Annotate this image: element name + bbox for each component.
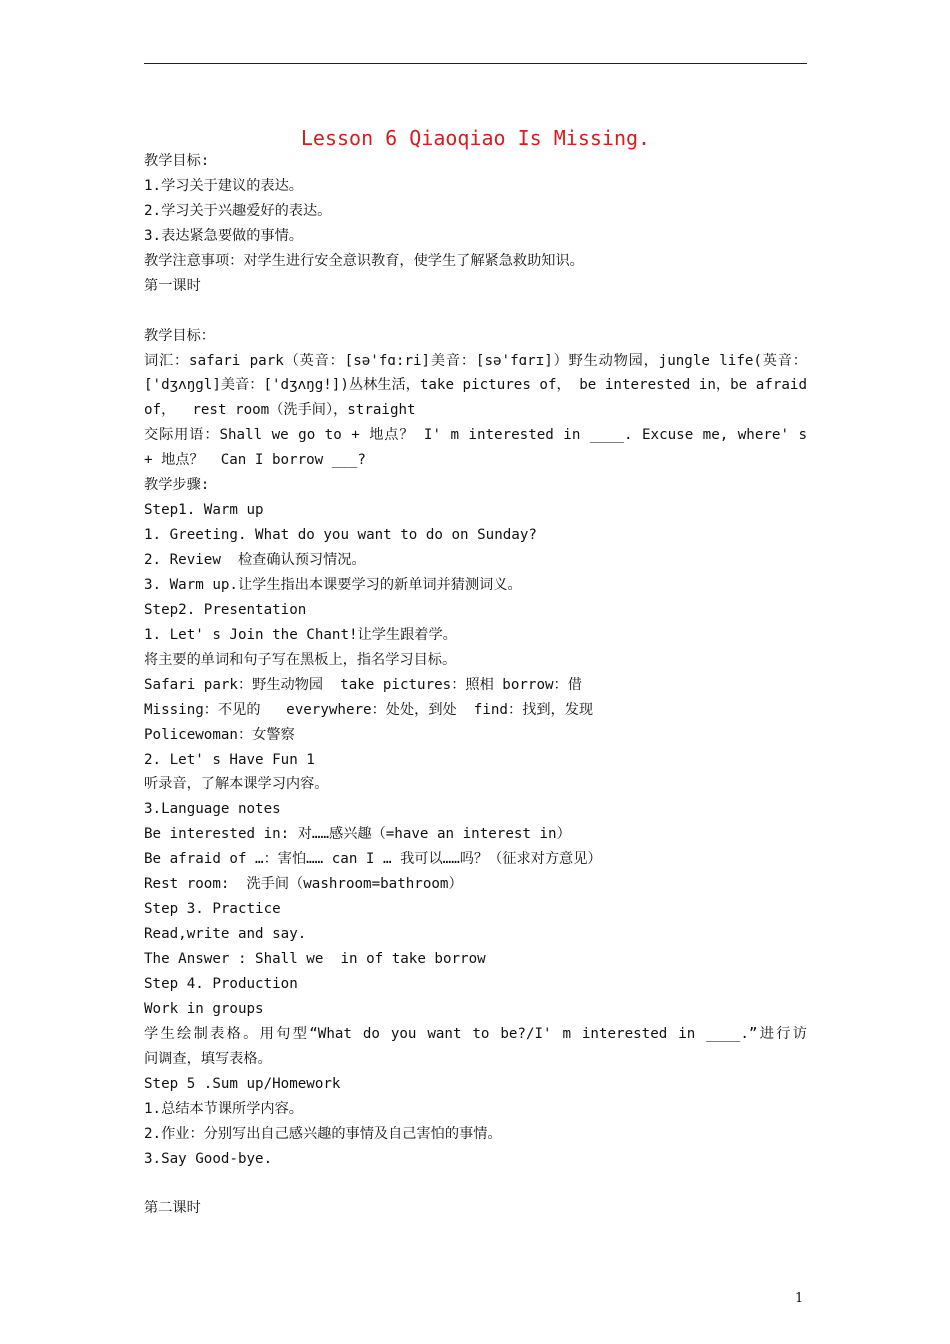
text-line: 2.学习关于兴趣爱好的表达。	[144, 202, 332, 219]
text-line: Rest room: 洗手间（washroom=bathroom）	[144, 876, 463, 893]
text-line: Step2. Presentation	[144, 601, 307, 618]
text-line: + 地点？ Can I borrow ___?	[144, 452, 366, 469]
page-number: 1	[795, 1291, 804, 1306]
text-line: Step1. Warm up	[144, 502, 264, 519]
blank-line	[144, 1171, 807, 1196]
text-line: 1.总结本节课所学内容。	[144, 1100, 303, 1117]
text-line: 1. Greeting. What do you want to do on Sunday?	[144, 527, 537, 544]
text-line: 学生绘制表格。用句型“What do you want to be?/I' m interested in ____.”进行访	[144, 1025, 807, 1042]
lesson-title: Lesson 6 Qiaoqiao Is Missing.	[300, 126, 651, 150]
text-line: 问调查，填写表格。	[144, 1050, 272, 1067]
text-line: 教学目标:	[144, 153, 210, 169]
text-line: 听录音，了解本课学习内容。	[144, 776, 329, 793]
text-line: 3.Say Good-bye.	[144, 1150, 273, 1167]
text-line: The Answer : Shall we in of take borrow	[144, 951, 486, 967]
text-line: Safari park：野生动物园 take pictures：照相 borrow：借	[144, 676, 582, 693]
text-line: Policewoman：女警察	[144, 726, 295, 743]
text-line: 教学步骤:	[144, 477, 210, 494]
lesson-plan-body	[144, 149, 807, 1221]
text-line: ['dʒʌŋgl]美音：['dʒʌŋg!])丛林生活，take pictures of， be interested in，be afraid	[144, 377, 807, 394]
text-line: 3. Warm up.让学生指出本课要学习的新单词并猜测词义。	[144, 576, 522, 593]
text-line: Be interested in: 对……感兴趣（=have an interest in）	[144, 826, 571, 843]
header-rule	[144, 63, 807, 64]
text-line: Read,write and say.	[144, 926, 307, 943]
text-line: 交际用语：Shall we go to + 地点？ I' m interested in ____. Excuse me, where' s	[144, 427, 807, 444]
text-line: 第二课时	[144, 1200, 201, 1217]
text-line: 教学目标：	[144, 327, 215, 344]
text-line: 将主要的单词和句子写在黑板上，指名学习目标。	[144, 651, 457, 668]
text-line: 2.作业：分别写出自己感兴趣的事情及自己害怕的事情。	[144, 1125, 502, 1142]
text-line: 1.学习关于建议的表达。	[144, 177, 303, 194]
text-line: Step 4. Production	[144, 975, 298, 992]
text-line: Step 5 .Sum up/Homework	[144, 1075, 341, 1092]
text-line: Missing：不见的 everywhere：处处，到处 find：找到，发现	[144, 701, 594, 718]
text-line: Be afraid of …：害怕…… can I … 我可以……吗？（征求对方意见）	[144, 851, 602, 868]
text-line: 1. Let' s Join the Chant!让学生跟着学。	[144, 626, 457, 643]
text-line: Step 3. Practice	[144, 901, 281, 918]
text-line: of， rest room（洗手间），straight	[144, 402, 416, 419]
text-line: 2. Review 检查确认预习情况。	[144, 552, 366, 568]
text-line: 第一课时	[144, 277, 201, 294]
text-line: Work in groups	[144, 1000, 264, 1017]
text-line: 3.Language notes	[144, 801, 281, 818]
text-line: 2. Let' s Have Fun 1	[144, 751, 315, 768]
text-line: 3.表达紧急要做的事情。	[144, 227, 303, 244]
blank-line	[144, 299, 807, 324]
text-line: 词汇：safari park（英音：[sə'fɑ:ri]美音：[sə'fɑrɪ]）野生动物园，jungle life(英音：	[144, 352, 807, 369]
text-line: 教学注意事项：对学生进行安全意识教育，使学生了解紧急救助知识。	[144, 252, 584, 269]
